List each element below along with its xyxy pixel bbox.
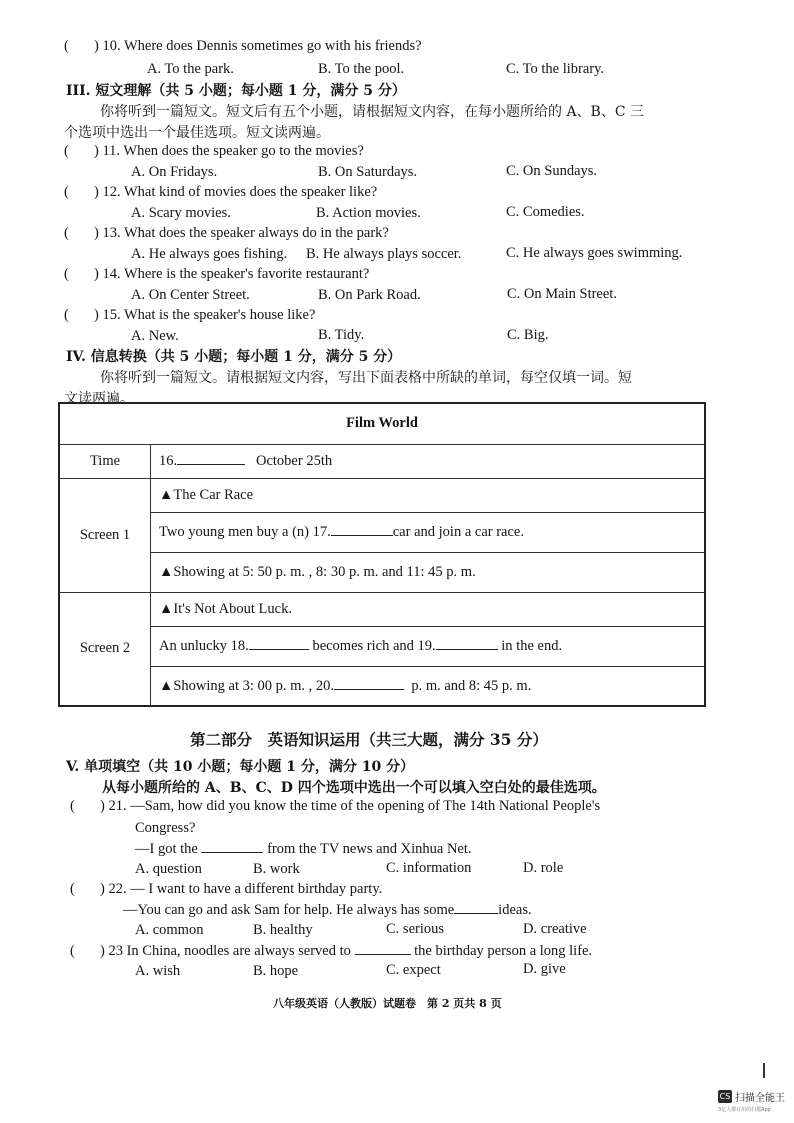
section-5-title: V. 单项填空（共 10 小题；每小题 1 分，满分 10 分） (66, 759, 415, 775)
question-stem: ) 21. —Sam, how did you know the time of the opening of The 14th National People's (100, 798, 601, 814)
answer-bracket: ( (70, 943, 75, 959)
screen-2-showtimes (151, 666, 706, 706)
option-b: B. On Saturdays. (318, 164, 418, 180)
answer-bracket: ( (70, 881, 75, 897)
blank-20[interactable] (334, 677, 404, 690)
option-a: A. On Center Street. (131, 287, 250, 303)
option-a: A. wish (135, 963, 181, 979)
blank-22[interactable] (454, 901, 498, 914)
option-b: B. healthy (253, 922, 313, 938)
question-21-dialogue (135, 840, 472, 858)
option-d: D. creative (523, 921, 587, 937)
answer-bracket: ( (64, 184, 69, 200)
time-cell (151, 444, 706, 478)
question-14 (64, 266, 369, 283)
screen-2-plot (151, 626, 706, 666)
question-stem: ) 12. What kind of movies does the speaker like? (94, 184, 378, 200)
question-stem-cont: the birthday person a long life. (414, 943, 593, 959)
option-b: B. Tidy. (318, 327, 365, 343)
dialogue-text: —I got the (135, 841, 198, 857)
answer-bracket: ( (64, 307, 69, 323)
film-world-table (58, 402, 706, 707)
section-4-title: IV. 信息转换（共 5 小题；每小题 1 分，满分 5 分） (66, 349, 402, 365)
question-22-dialogue (123, 901, 532, 919)
answer-bracket: ( (64, 38, 69, 54)
option-c: C. To the library. (506, 61, 605, 77)
question-11 (64, 143, 364, 160)
screen-2-film: ▲It's Not About Luck. (151, 592, 706, 626)
option-d: D. role (523, 860, 564, 876)
plot-text: Two young men buy a (n) 17. (159, 524, 331, 540)
table-title: Film World (59, 403, 705, 444)
option-c: C. On Main Street. (507, 286, 617, 302)
option-a: A. On Fridays. (131, 164, 218, 180)
plot-text-mid: becomes rich and 19. (312, 638, 436, 654)
blank-23[interactable] (355, 942, 411, 955)
option-b: B. hope (253, 963, 299, 979)
page-footer: 八年级英语（人教版）试题卷 第 2 页共 8 页 (273, 997, 502, 1010)
blank-21[interactable] (201, 840, 263, 853)
question-23 (70, 942, 592, 960)
question-stem: ) 15. What is the speaker's house like? (94, 307, 316, 323)
option-a: A. To the park. (147, 61, 234, 77)
time-date: October 25th (256, 453, 333, 469)
option-b: B. work (253, 861, 300, 877)
question-15 (64, 307, 315, 324)
option-c: C. Big. (507, 327, 549, 343)
blank-16[interactable] (177, 452, 245, 465)
option-b: B. Action movies. (316, 205, 421, 221)
question-stem: ) 14. Where is the speaker's favorite restaurant? (94, 266, 370, 282)
plot-text-cont: car and join a car race. (392, 524, 524, 540)
option-c: C. On Sundays. (506, 163, 598, 179)
option-b: B. He always plays soccer. (306, 246, 462, 262)
option-a: A. question (135, 861, 202, 877)
blank-17[interactable] (331, 523, 393, 536)
screen-1-showtimes: ▲Showing at 5: 50 p. m. , 8: 30 p. m. and 11: 45 p. m. (151, 552, 706, 592)
option-b: B. On Park Road. (318, 287, 421, 303)
time-label: Time (59, 444, 151, 478)
screen-1-film: ▲The Car Race (151, 478, 706, 512)
question-stem: ) 22. — I want to have a different birthday party. (100, 881, 383, 897)
dialogue-text-cont: ideas. (498, 902, 532, 918)
option-c: C. expect (386, 962, 441, 978)
part-2-title: 第二部分 英语知识运用（共三大题，满分 35 分） (190, 730, 548, 749)
question-22 (70, 881, 382, 898)
blank-19[interactable] (436, 637, 498, 650)
question-10 (64, 38, 422, 55)
camscanner-name: 扫描全能王 (735, 1093, 785, 1104)
option-a: A. common (135, 922, 204, 938)
showtime-text: ▲Showing at 3: 00 p. m. , 20. (159, 677, 335, 694)
section-4-instruction: 你将听到一篇短文。请根据短文内容，写出下面表格中所缺的单词，每空仅填一词。短 (100, 370, 632, 386)
section-4-instruction-cont: 文读两遍。 (64, 391, 134, 407)
dialogue-text-cont: from the TV news and Xinhua Net. (267, 841, 472, 857)
camscanner-logo-icon: CS (719, 1092, 731, 1101)
option-a: A. New. (131, 328, 179, 344)
section-3-title: III. 短文理解（共 5 小题；每小题 1 分，满分 5 分） (66, 83, 406, 99)
blank-16-number: 16. (159, 453, 178, 469)
screen-1-label: Screen 1 (59, 478, 151, 592)
option-a: A. Scary movies. (131, 205, 231, 221)
question-stem: ) 11. When does the speaker go to the movies? (94, 143, 364, 159)
question-stem: ) 13. What does the speaker always do in the park? (94, 225, 389, 241)
dialogue-text: —You can go and ask Sam for help. He always has some (123, 902, 455, 918)
section-3-instruction: 你将听到一篇短文。短文后有五个小题，请根据短文内容，在每小题所给的 A、B、C 三 (100, 104, 645, 120)
option-c: C. serious (386, 921, 444, 937)
option-c: C. information (386, 860, 472, 876)
screen-2-label: Screen 2 (59, 592, 151, 706)
answer-bracket: ( (64, 143, 69, 159)
question-21 (70, 798, 600, 815)
question-stem: ) 23 In China, noodles are always served to (100, 943, 351, 959)
option-c: C. He always goes swimming. (506, 245, 683, 261)
section-5-instruction: 从每小题所给的 A、B、C、D 四个选项中选出一个可以填入空白处的最佳选项。 (102, 780, 606, 796)
camscanner-tagline: 3亿人都在用的扫描App (718, 1107, 771, 1113)
question-21-cont: Congress? (135, 820, 196, 836)
option-a: A. He always goes fishing. (131, 246, 288, 262)
question-12 (64, 184, 377, 201)
section-3-instruction-cont: 个选项中选出一个最佳选项。短文读两遍。 (64, 125, 330, 141)
blank-18[interactable] (249, 637, 309, 650)
showtime-text-cont: p. m. and 8: 45 p. m. (411, 677, 532, 694)
scan-edge-mark (763, 1063, 765, 1078)
question-13 (64, 225, 389, 242)
option-d: D. give (523, 961, 566, 977)
answer-bracket: ( (64, 225, 69, 241)
question-stem: ) 10. Where does Dennis sometimes go with his friends? (94, 38, 422, 54)
plot-text-end: in the end. (501, 638, 563, 654)
answer-bracket: ( (70, 798, 75, 814)
screen-1-plot (151, 512, 706, 552)
option-b: B. To the pool. (318, 61, 405, 77)
plot-text: An unlucky 18. (159, 638, 249, 654)
answer-bracket: ( (64, 266, 69, 282)
option-c: C. Comedies. (506, 204, 585, 220)
